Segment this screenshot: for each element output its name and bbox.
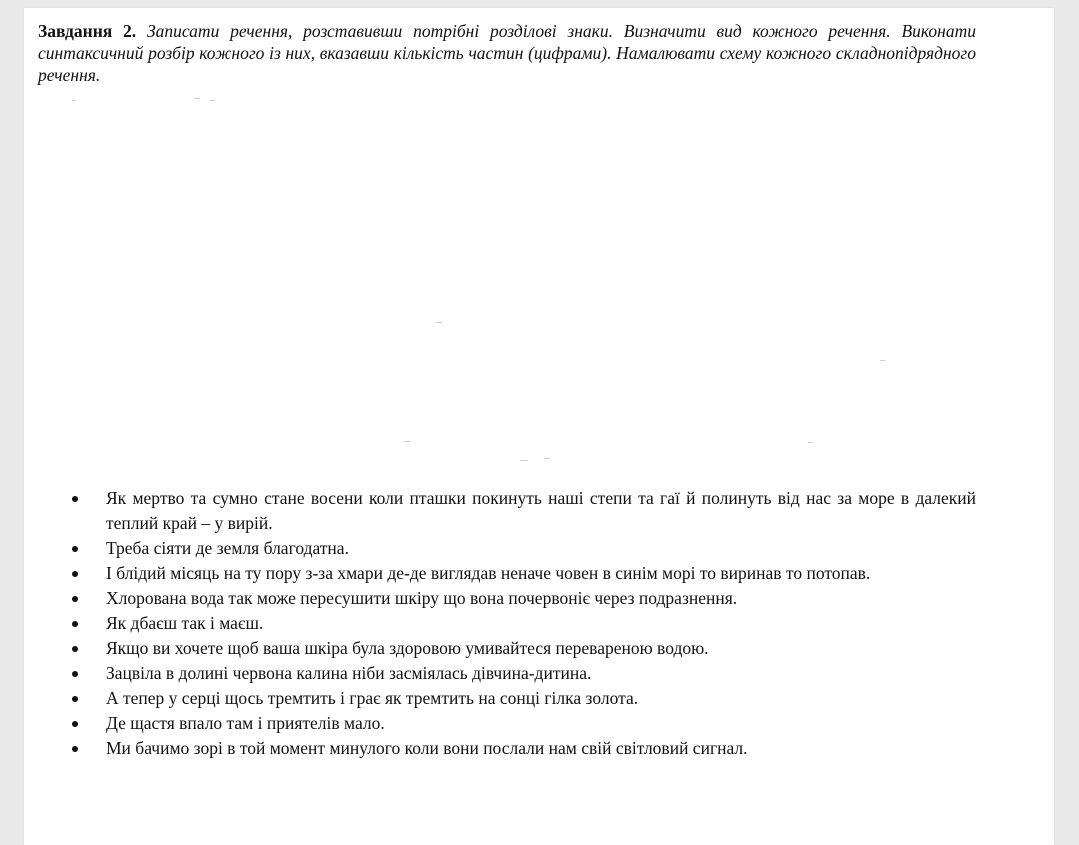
- sentence-text: Як мертво та сумно стане восени коли пташки покинуть наші степи та гаї й полинуть від нас за море в далекий теплий край – у вирій.: [106, 488, 976, 533]
- bullet-icon: [72, 646, 78, 652]
- scan-artifact: [544, 458, 550, 459]
- list-item: [70, 586, 976, 611]
- bullet-icon: [72, 746, 78, 752]
- sentence-text: Якщо ви хочете щоб ваша шкіра була здоровою умивайтеся перевареною водою.: [106, 638, 709, 658]
- sentence-text: Де щастя впало там і приятелів мало.: [106, 713, 385, 733]
- bullet-icon: [72, 496, 78, 502]
- scan-artifact: [72, 100, 76, 101]
- list-item: [70, 736, 976, 761]
- scan-artifact: [194, 98, 200, 99]
- bullet-icon: [72, 546, 78, 552]
- task-title: Завдання 2.: [38, 21, 137, 41]
- task-paragraph: [38, 20, 976, 86]
- scan-artifact: [210, 100, 215, 101]
- sentence-list: [70, 486, 976, 761]
- task-instruction: Записати речення, розставивши потрібні розділові знаки. Визначити вид кожного речення. Виконати синтаксичний розбір кожного із них, вказавши кількість частин (цифрами). Намалювати схему кожного складнопідрядного речення.: [38, 21, 976, 85]
- list-item: [70, 661, 976, 686]
- bullet-icon: [72, 621, 78, 627]
- sentence-text: Хлорована вода так може пересушити шкіру що вона почервоніє через подразнення.: [106, 588, 738, 608]
- list-item: [70, 536, 976, 561]
- bullet-icon: [72, 596, 78, 602]
- document-page: [24, 8, 1054, 845]
- bullet-icon: [72, 696, 78, 702]
- sentence-text: Треба сіяти де земля благодатна.: [106, 538, 349, 558]
- list-item: [70, 711, 976, 736]
- scan-artifact: [404, 441, 410, 442]
- list-item: [70, 636, 976, 661]
- list-item: [70, 486, 976, 536]
- sentence-text: Зацвіла в долині червона калина ніби засміялась дівчина-дитина.: [106, 663, 592, 683]
- bullet-icon: [72, 721, 78, 727]
- bullet-icon: [72, 671, 78, 677]
- scan-artifact: [520, 460, 528, 461]
- sentence-text: І блідий місяць на ту пору з-за хмари де-де виглядав неначе човен в синім морі то виринав то потопав.: [106, 563, 871, 583]
- sentence-text: А тепер у серці щось тремтить і грає як тремтить на сонці гілка золота.: [106, 688, 639, 708]
- list-item: [70, 561, 976, 586]
- scan-artifact: [808, 442, 813, 443]
- bullet-icon: [72, 571, 78, 577]
- list-item: [70, 611, 976, 636]
- sentence-text: Як дбаєш так і маєш.: [106, 613, 264, 633]
- list-item: [70, 686, 976, 711]
- sentence-text: Ми бачимо зорі в той момент минулого коли вони послали нам свій світловий сигнал.: [106, 738, 748, 758]
- scan-artifact: [436, 322, 442, 323]
- scan-artifact: [880, 360, 885, 361]
